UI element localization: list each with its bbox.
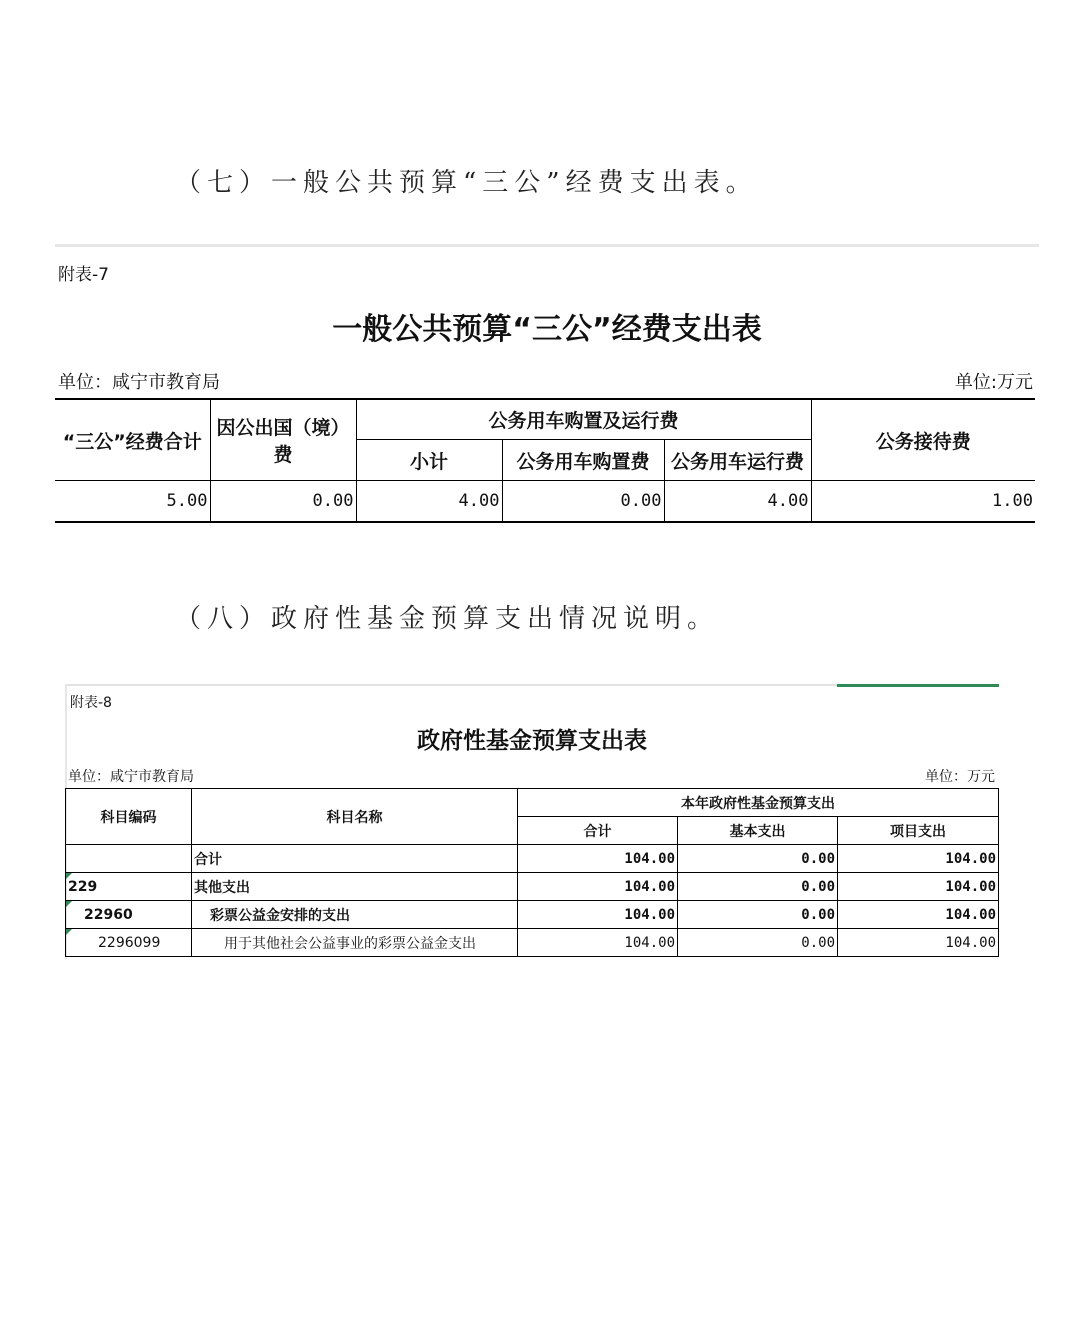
row-code: 229 (68, 878, 98, 895)
table-7 (55, 398, 1035, 523)
table-8-ref: 附表-8 (70, 695, 112, 711)
divider (55, 244, 1039, 247)
header-vehicle-subtotal: 小计 (356, 440, 502, 481)
row-code: 22960 (84, 906, 133, 923)
row-name: 用于其他社会公益事业的彩票公益金支出 (192, 929, 518, 957)
row-basic: 0.00 (678, 845, 838, 873)
header-total: 合计 (518, 817, 678, 845)
table-7-unit-currency: 单位:万元 (954, 372, 1033, 393)
row-code-cell (66, 901, 192, 929)
header-vehicle-operation: 公务用车运行费 (664, 440, 811, 481)
table-row (66, 901, 999, 929)
row-total: 104.00 (518, 873, 678, 901)
value-reception: 1.00 (811, 481, 1035, 523)
header-name: 科目名称 (192, 789, 518, 845)
row-basic: 0.00 (678, 901, 838, 929)
header-basic: 基本支出 (678, 817, 838, 845)
value-purchase: 0.00 (502, 481, 664, 523)
row-name: 合计 (192, 845, 518, 873)
table-7-block (55, 244, 1039, 534)
table-row (66, 845, 999, 873)
table-8-unit-dept: 单位：咸宁市教育局 (68, 769, 194, 785)
value-total: 5.00 (55, 481, 210, 523)
cell-marker-icon (66, 873, 72, 879)
table-8-unit-currency: 单位：万元 (925, 769, 995, 785)
table-7-ref: 附表-7 (58, 265, 109, 285)
row-code-cell (66, 873, 192, 901)
row-name: 其他支出 (192, 873, 518, 901)
row-code-cell (66, 929, 192, 957)
table-row (66, 929, 999, 957)
header-vehicle-group: 公务用车购置及运行费 (356, 399, 811, 440)
row-total: 104.00 (518, 901, 678, 929)
row-project: 104.00 (838, 901, 999, 929)
table-8-title: 政府性基金预算支出表 (417, 728, 647, 754)
row-name: 彩票公益金安排的支出 (192, 901, 518, 929)
table-7-unit-dept: 单位：咸宁市教育局 (58, 372, 220, 393)
table-7-title: 一般公共预算“三公”经费支出表 (332, 312, 762, 347)
row-project: 104.00 (838, 929, 999, 957)
cell-marker-icon (66, 901, 72, 907)
header-abroad-cost: 因公出国（境）费 (210, 399, 356, 481)
table-row (55, 481, 1035, 523)
header-code: 科目编码 (66, 789, 192, 845)
section-7-heading: （七）一般公共预算“三公”经费支出表。 (175, 168, 758, 198)
value-operation: 4.00 (664, 481, 811, 523)
value-abroad: 0.00 (210, 481, 356, 523)
table-8 (65, 788, 999, 957)
row-total: 104.00 (518, 929, 678, 957)
header-group: 本年政府性基金预算支出 (518, 789, 999, 817)
row-basic: 0.00 (678, 873, 838, 901)
header-vehicle-purchase: 公务用车购置费 (502, 440, 664, 481)
table-row (66, 873, 999, 901)
row-code (66, 845, 192, 873)
row-project: 104.00 (838, 845, 999, 873)
header-three-public-total: “三公”经费合计 (55, 399, 210, 481)
section-8-heading: （八）政府性基金预算支出情况说明。 (175, 604, 720, 634)
row-code: 2296099 (98, 934, 161, 951)
row-basic: 0.00 (678, 929, 838, 957)
cell-marker-icon (66, 929, 72, 935)
green-accent-line (837, 684, 999, 687)
row-total: 104.00 (518, 845, 678, 873)
table-8-block (65, 684, 999, 959)
row-project: 104.00 (838, 873, 999, 901)
header-project: 项目支出 (838, 817, 999, 845)
value-subtotal: 4.00 (356, 481, 502, 523)
header-reception-cost: 公务接待费 (811, 399, 1035, 481)
